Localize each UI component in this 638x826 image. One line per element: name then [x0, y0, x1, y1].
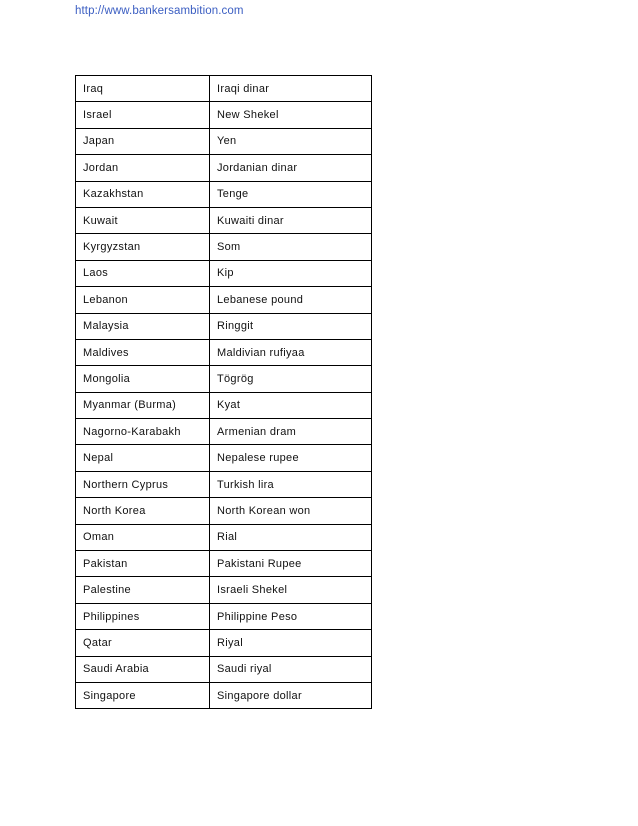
currency-cell: Lebanese pound	[210, 287, 372, 313]
country-cell: Lebanon	[76, 287, 210, 313]
country-cell: Kuwait	[76, 207, 210, 233]
country-cell: Philippines	[76, 603, 210, 629]
country-cell: Maldives	[76, 339, 210, 365]
country-cell: Singapore	[76, 682, 210, 708]
country-cell: Nepal	[76, 445, 210, 471]
country-cell: Japan	[76, 128, 210, 154]
currency-cell: Som	[210, 234, 372, 260]
table-row	[76, 76, 372, 102]
table-row	[76, 128, 372, 154]
country-cell: Northern Cyprus	[76, 471, 210, 497]
currency-table	[75, 75, 372, 709]
currency-cell: Rial	[210, 524, 372, 550]
table-row	[76, 445, 372, 471]
table-row	[76, 524, 372, 550]
table-row	[76, 313, 372, 339]
country-cell: Kyrgyzstan	[76, 234, 210, 260]
table-row	[76, 471, 372, 497]
table-row	[76, 577, 372, 603]
currency-cell: New Shekel	[210, 102, 372, 128]
currency-cell: North Korean won	[210, 498, 372, 524]
currency-cell: Iraqi dinar	[210, 76, 372, 102]
country-cell: Laos	[76, 260, 210, 286]
country-cell: Iraq	[76, 76, 210, 102]
table-row	[76, 392, 372, 418]
currency-cell: Kyat	[210, 392, 372, 418]
currency-cell: Armenian dram	[210, 419, 372, 445]
table-row	[76, 682, 372, 708]
currency-cell: Yen	[210, 128, 372, 154]
table-row	[76, 366, 372, 392]
table-row	[76, 603, 372, 629]
table-row	[76, 155, 372, 181]
currency-cell: Tenge	[210, 181, 372, 207]
currency-cell: Singapore dollar	[210, 682, 372, 708]
country-cell: Israel	[76, 102, 210, 128]
table-row	[76, 102, 372, 128]
currency-cell: Kuwaiti dinar	[210, 207, 372, 233]
table-row	[76, 551, 372, 577]
currency-cell: Riyal	[210, 630, 372, 656]
table-row	[76, 207, 372, 233]
country-cell: Palestine	[76, 577, 210, 603]
currency-cell: Philippine Peso	[210, 603, 372, 629]
table-row	[76, 234, 372, 260]
table-row	[76, 419, 372, 445]
currency-cell: Pakistani Rupee	[210, 551, 372, 577]
country-cell: Pakistan	[76, 551, 210, 577]
currency-cell: Jordanian dinar	[210, 155, 372, 181]
country-cell: Mongolia	[76, 366, 210, 392]
currency-cell: Turkish lira	[210, 471, 372, 497]
country-cell: Oman	[76, 524, 210, 550]
country-cell: Malaysia	[76, 313, 210, 339]
currency-cell: Nepalese rupee	[210, 445, 372, 471]
country-cell: Qatar	[76, 630, 210, 656]
currency-cell: Saudi riyal	[210, 656, 372, 682]
currency-cell: Israeli Shekel	[210, 577, 372, 603]
currency-table-body	[76, 76, 372, 709]
currency-cell: Maldivian rufiyaa	[210, 339, 372, 365]
country-cell: Saudi Arabia	[76, 656, 210, 682]
table-row	[76, 287, 372, 313]
country-cell: Nagorno-Karabakh	[76, 419, 210, 445]
table-row	[76, 339, 372, 365]
table-row	[76, 498, 372, 524]
currency-cell: Tögrög	[210, 366, 372, 392]
currency-cell: Kip	[210, 260, 372, 286]
table-row	[76, 656, 372, 682]
country-cell: North Korea	[76, 498, 210, 524]
table-row	[76, 260, 372, 286]
currency-cell: Ringgit	[210, 313, 372, 339]
country-cell: Myanmar (Burma)	[76, 392, 210, 418]
table-row	[76, 181, 372, 207]
country-cell: Kazakhstan	[76, 181, 210, 207]
header-url-link[interactable]: http://www.bankersambition.com	[75, 5, 244, 17]
country-cell: Jordan	[76, 155, 210, 181]
table-row	[76, 630, 372, 656]
